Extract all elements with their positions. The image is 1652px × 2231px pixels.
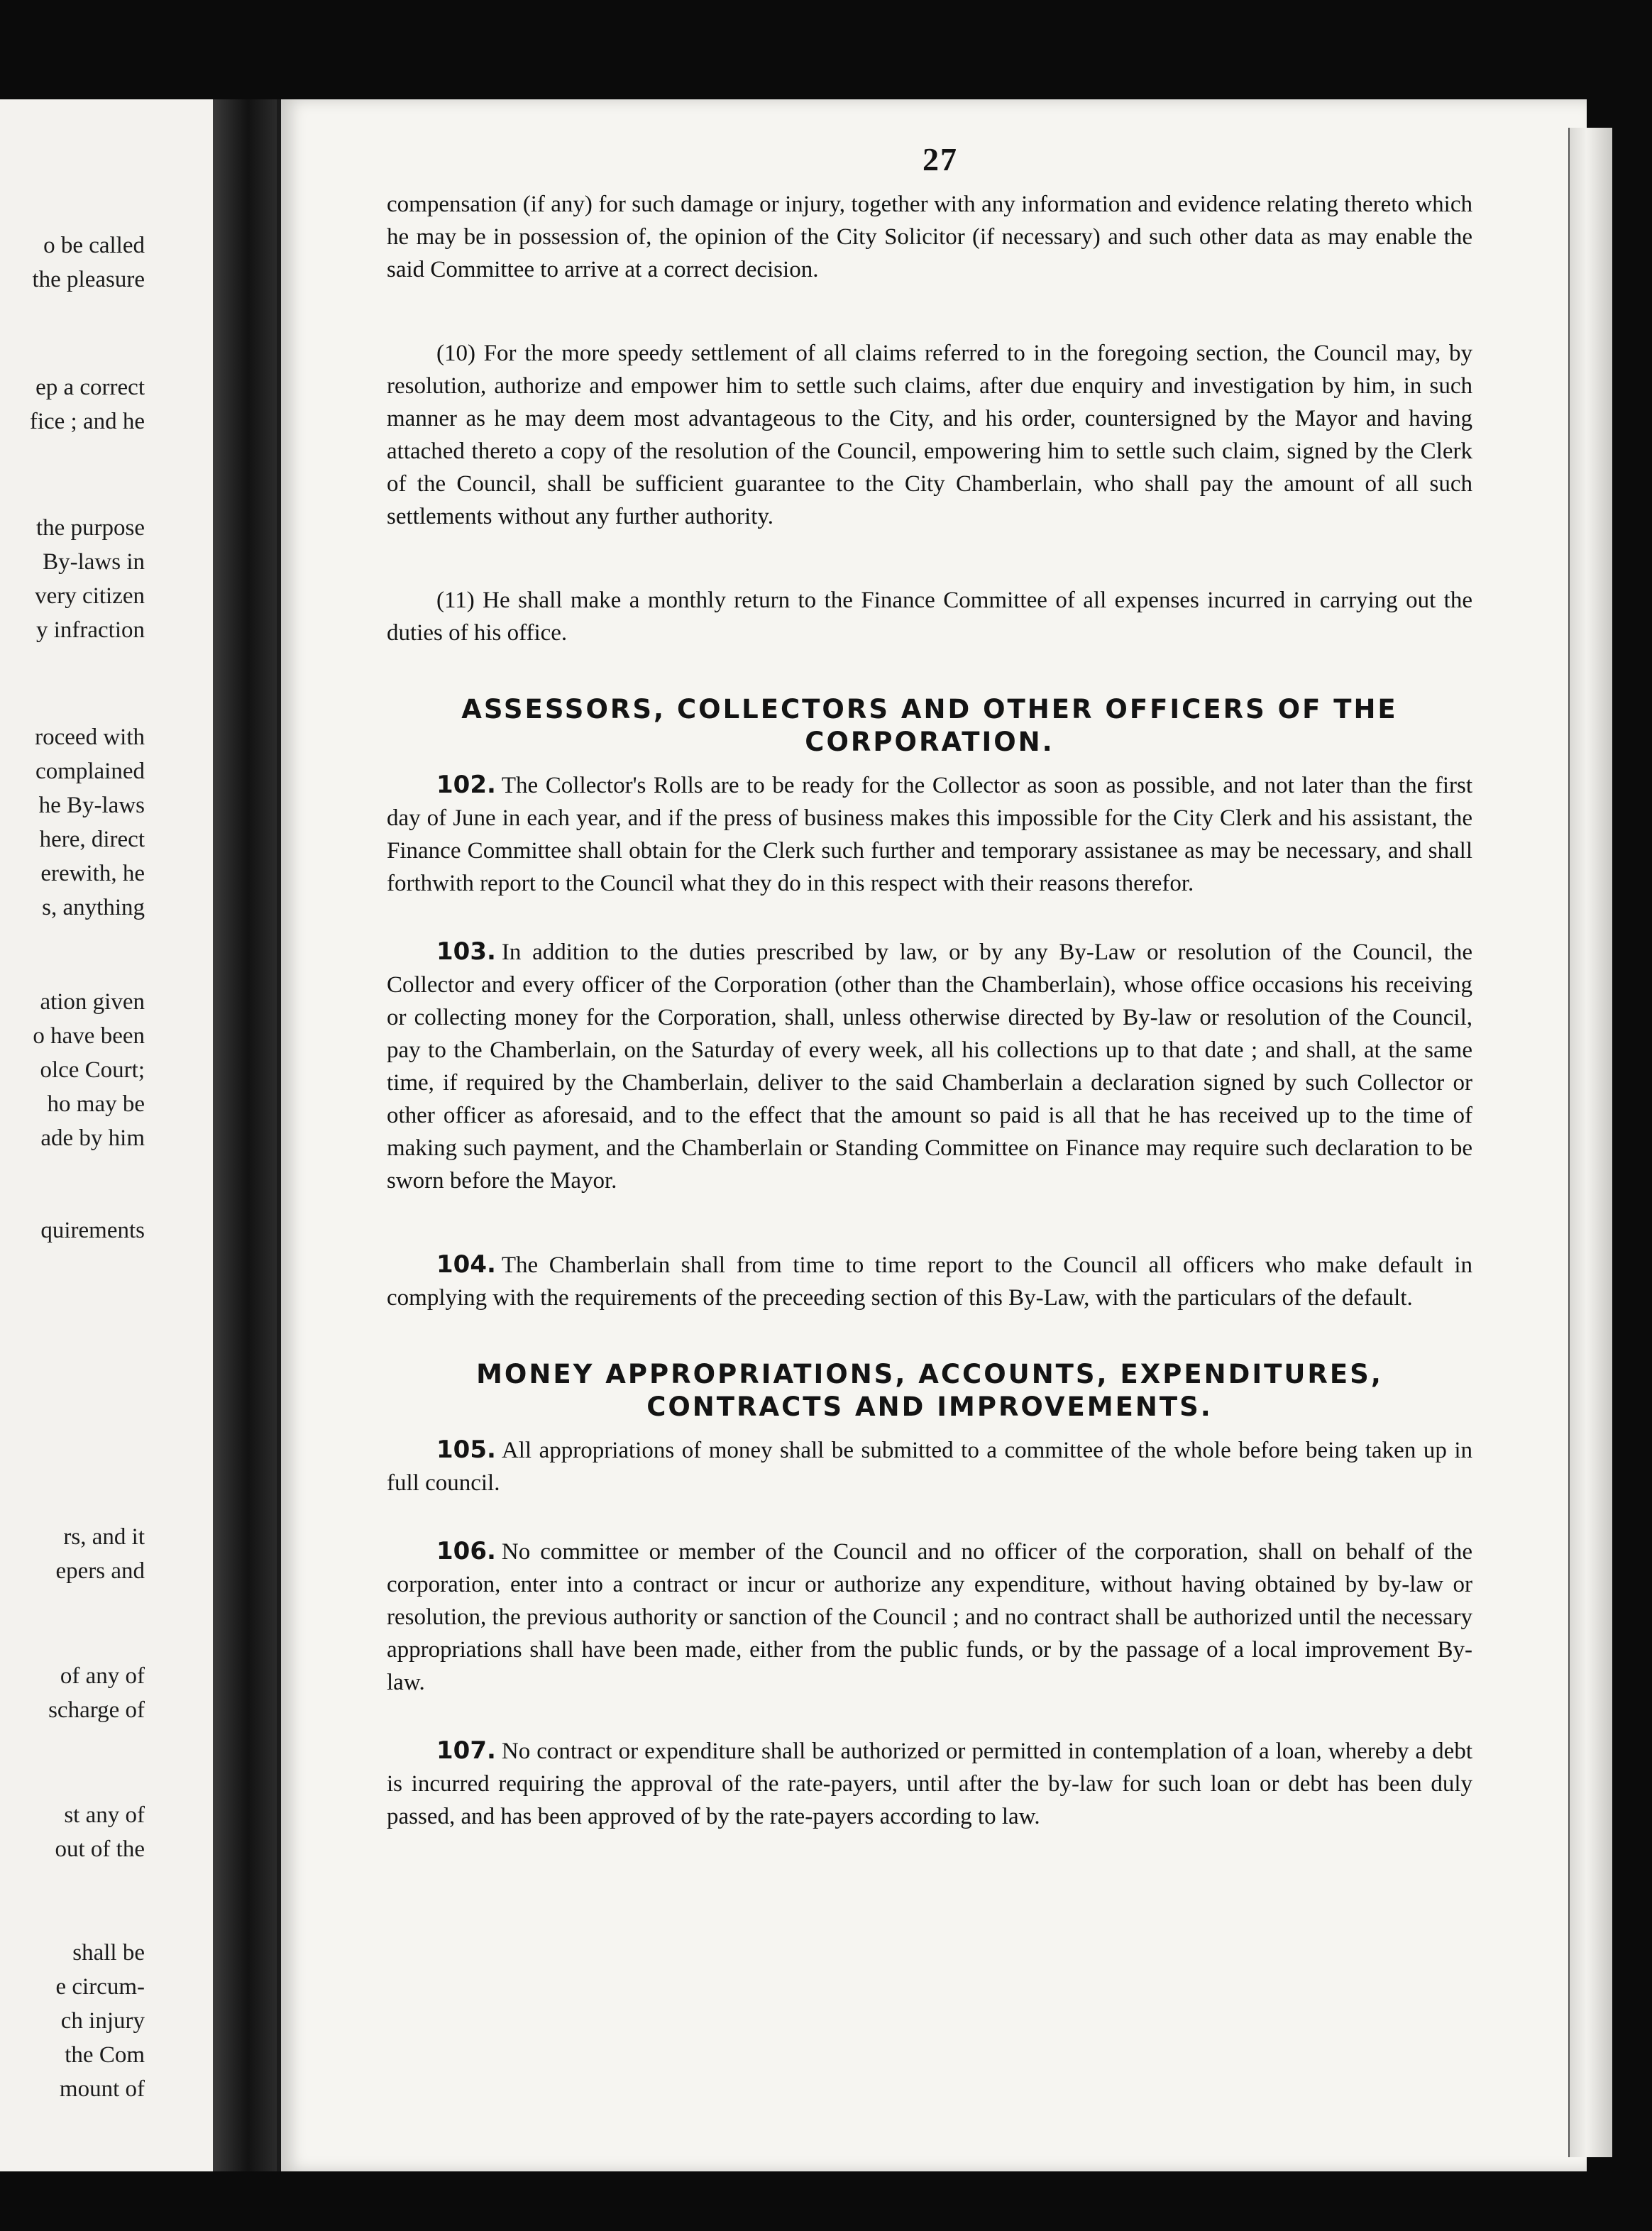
section-text: All appropriations of money shall be submitted to a committee of the whole before being taken up in full council. [387, 1438, 1472, 1496]
left-line: very citizen [35, 583, 145, 609]
section-number: 105. [436, 1436, 496, 1464]
section-text: The Chamberlain shall from time to time report to the Council all officers who make default in complying with the requirements of the preceeding section of this By-Law, with the particulars of the default. [387, 1252, 1472, 1311]
left-line: rs, and it [63, 1524, 145, 1550]
section-number: 104. [436, 1250, 496, 1279]
left-line: here, direct [39, 827, 145, 852]
left-line: erewith, he [40, 861, 145, 886]
left-line: ch injury [60, 2008, 145, 2034]
continuation-paragraph: compensation (if any) for such damage or injury, together with any information and evidence relating thereto which he may be in possession of, the opinion of the City Solicitor (if necessary) and such other data as may enable the said Committee to arrive at a correct decision. [387, 192, 1472, 282]
left-line: ho may be [47, 1091, 145, 1117]
section-text: In addition to the duties prescribed by law, or by any By-Law or resolution of the Council, the Collector and every officer of the Corporation (other than the Chamberlain), whose office occasions his receiving or collecting money for the Corporation, shall, unless otherwise directed by By-law or resolution of the Council, pay to the Chamberlain, on the Saturday of every week, all his collections up to that date ; and shall, at the same time, if required by the Chamberlain, deliver to the said Chamberlain a declaration signed by such Collector or other officer as aforesaid, and to the effect that the amount so paid is all that he has received up to the time of making such payment, and the Chamberlain or Standing Committee on Finance may require such declaration to be sworn before the Mayor. [387, 940, 1472, 1194]
left-line: ation given [40, 989, 145, 1015]
section-102 [387, 769, 1472, 900]
page-body [387, 188, 1472, 1833]
section-text: No committee or member of the Council and no officer of the corporation, shall on behalf of the corporation, enter into a contract or incur or authorize any expenditure, without having obtained by by-law or resolution, the previous authority or sanction of the Council ; and no contract shall be authorized until the necessary appropriations shall have been made, either from the public funds, or by the passage of a local improvement By-law. [387, 1539, 1472, 1695]
left-line: mount of [59, 2076, 145, 2102]
page-edge [1568, 128, 1612, 2157]
left-line: shall be [72, 1940, 145, 1966]
left-line: o have been [33, 1023, 145, 1049]
section-106 [387, 1535, 1472, 1699]
heading-line: MONEY APPROPRIATIONS, ACCOUNTS, EXPENDITURES, [476, 1359, 1383, 1389]
section-text: No contract or expenditure shall be authorized or permitted in contemplation of a loan, whereby a debt is incurred requiring the approval of the rate-payers, until after the by-law for such loan or debt has been duly passed, and has been approved of by the rate-payers according to law. [387, 1739, 1472, 1829]
section-107 [387, 1734, 1472, 1833]
left-line: the purpose [35, 515, 145, 541]
left-line: roceed with [35, 725, 145, 750]
page-number: 27 [923, 141, 958, 177]
section-heading-money [387, 1358, 1472, 1423]
paragraph-10: (10) For the more speedy settlement of all claims referred to in the foregoing section, the Council may, by resolution, authorize and empower him to settle such claims, after due enquiry and investigation by him, in such manner as he may deem most advantageous to the City, and his order, countersigned by the Mayor and having attached thereto a copy of the resolution of the Council, empowering him to settle such claim, signed by the Clerk of the Council, shall be sufficient guarantee to the City Chamberlain, who shall pay the amount of all such settlements without any further authority. [387, 341, 1472, 529]
left-line: ade by him [40, 1125, 145, 1151]
section-number: 102. [436, 771, 496, 799]
left-line: quirements [40, 1218, 145, 1243]
section-103 [387, 935, 1472, 1197]
section-text: The Collector's Rolls are to be ready for the Collector as soon as possible, and not later than the first day of June in each year, and if the press of business makes this impossible for the City Clerk and his assistant, the Finance Committee shall obtain for the Clerk such further and temporary assistanee as may be necessary, and shall forthwith report to the Council what they do in this respect with their reasons therefor. [387, 773, 1472, 896]
left-line: st any of [64, 1802, 145, 1828]
left-line: out of the [55, 1836, 145, 1862]
section-104 [387, 1248, 1472, 1314]
left-line: By-laws in [43, 549, 145, 575]
left-line: o be called [43, 233, 145, 258]
left-line: s, anything [42, 895, 145, 920]
left-line: y infraction [35, 617, 145, 643]
heading-line: CORPORATION. [805, 727, 1054, 757]
left-page-fragment [0, 99, 216, 2171]
book-gutter [213, 99, 277, 2171]
left-line: e circum- [55, 1974, 145, 2000]
left-line: of any of [60, 1663, 145, 1689]
left-line: ep a correct [35, 375, 145, 400]
left-line: scharge of [48, 1697, 145, 1723]
paragraph-11: (11) He shall make a monthly return to the Finance Committee of all expenses incurred in carrying out the duties of his office. [387, 588, 1472, 646]
heading-line: CONTRACTS AND IMPROVEMENTS. [646, 1392, 1213, 1422]
section-105 [387, 1433, 1472, 1499]
section-number: 106. [436, 1537, 496, 1565]
section-number: 107. [436, 1736, 496, 1765]
left-line: epers and [55, 1558, 145, 1584]
section-number: 103. [436, 937, 496, 966]
left-line: fice ; and he [29, 409, 145, 434]
left-line: olce Court; [40, 1057, 145, 1083]
heading-line: ASSESSORS, COLLECTORS AND OTHER OFFICERS OF THE [461, 694, 1398, 725]
left-line: the Com [65, 2042, 145, 2068]
left-line: the pleasure [32, 267, 145, 292]
left-line: complained [35, 759, 145, 784]
left-line: he By-laws [38, 793, 145, 818]
section-heading-assessors [387, 693, 1472, 759]
